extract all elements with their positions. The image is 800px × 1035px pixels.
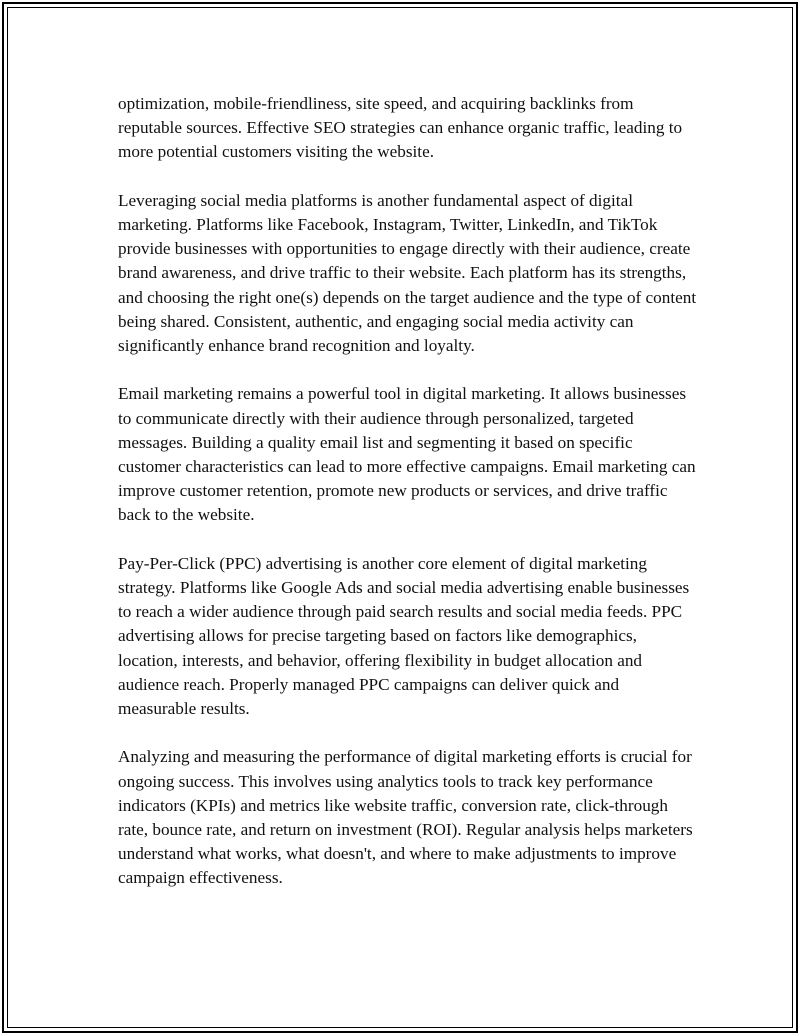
paragraph-seo-continuation: optimization, mobile-friendliness, site speed, and acquiring backlinks from reputable sources. Effective SEO strategies can enhance organic traffic, leading to more potential customers visiting the website. xyxy=(118,94,683,162)
paragraph-email-marketing: Email marketing remains a powerful tool in digital marketing. It allows businesses to communicate directly with their audience through personalized, targeted messages. Building a quality email list and segmenting it based on specific customer characteristics can lead to more effective campaigns. Email marketing can improve customer retention, promote new products or services, and drive traffic back to the website. xyxy=(118,384,696,525)
paragraph-ppc-advertising: Pay-Per-Click (PPC) advertising is another core element of digital marketing strategy. Platforms like Google Ads and social media advertising enable businesses to reach a wider audience through paid search results and social media feeds. PPC advertising allows for precise targeting based on factors like demographics, location, interests, and behavior, offering flexibility in budget allocation and audience reach. Properly managed PPC campaigns can deliver quick and measurable results. xyxy=(118,553,690,719)
paragraph-social-media: Leveraging social media platforms is another fundamental aspect of digital marketing. Platforms like Facebook, Instagram, Twitter, LinkedIn, and TikTok provide businesses with opportunities to engage directly with their audience, create brand awareness, and drive traffic to their website. Each platform has its strengths, and choosing the right one(s) depends on the target audience and the type of content being shared. Consistent, authentic, and engaging social media activity can significantly enhance brand recognition and loyalty. xyxy=(118,190,697,356)
paragraph-analytics: Analyzing and measuring the performance of digital marketing efforts is crucial for ongoing success. This involves using analytics tools to track key performance indicators (KPIs) and metrics like website traffic, conversion rate, click-through rate, bounce rate, and return on investment (ROI). Regular analysis helps marketers understand what works, what doesn't, and where to make adjustments to improve campaign effectiveness. xyxy=(118,747,693,888)
document-body xyxy=(118,92,698,891)
